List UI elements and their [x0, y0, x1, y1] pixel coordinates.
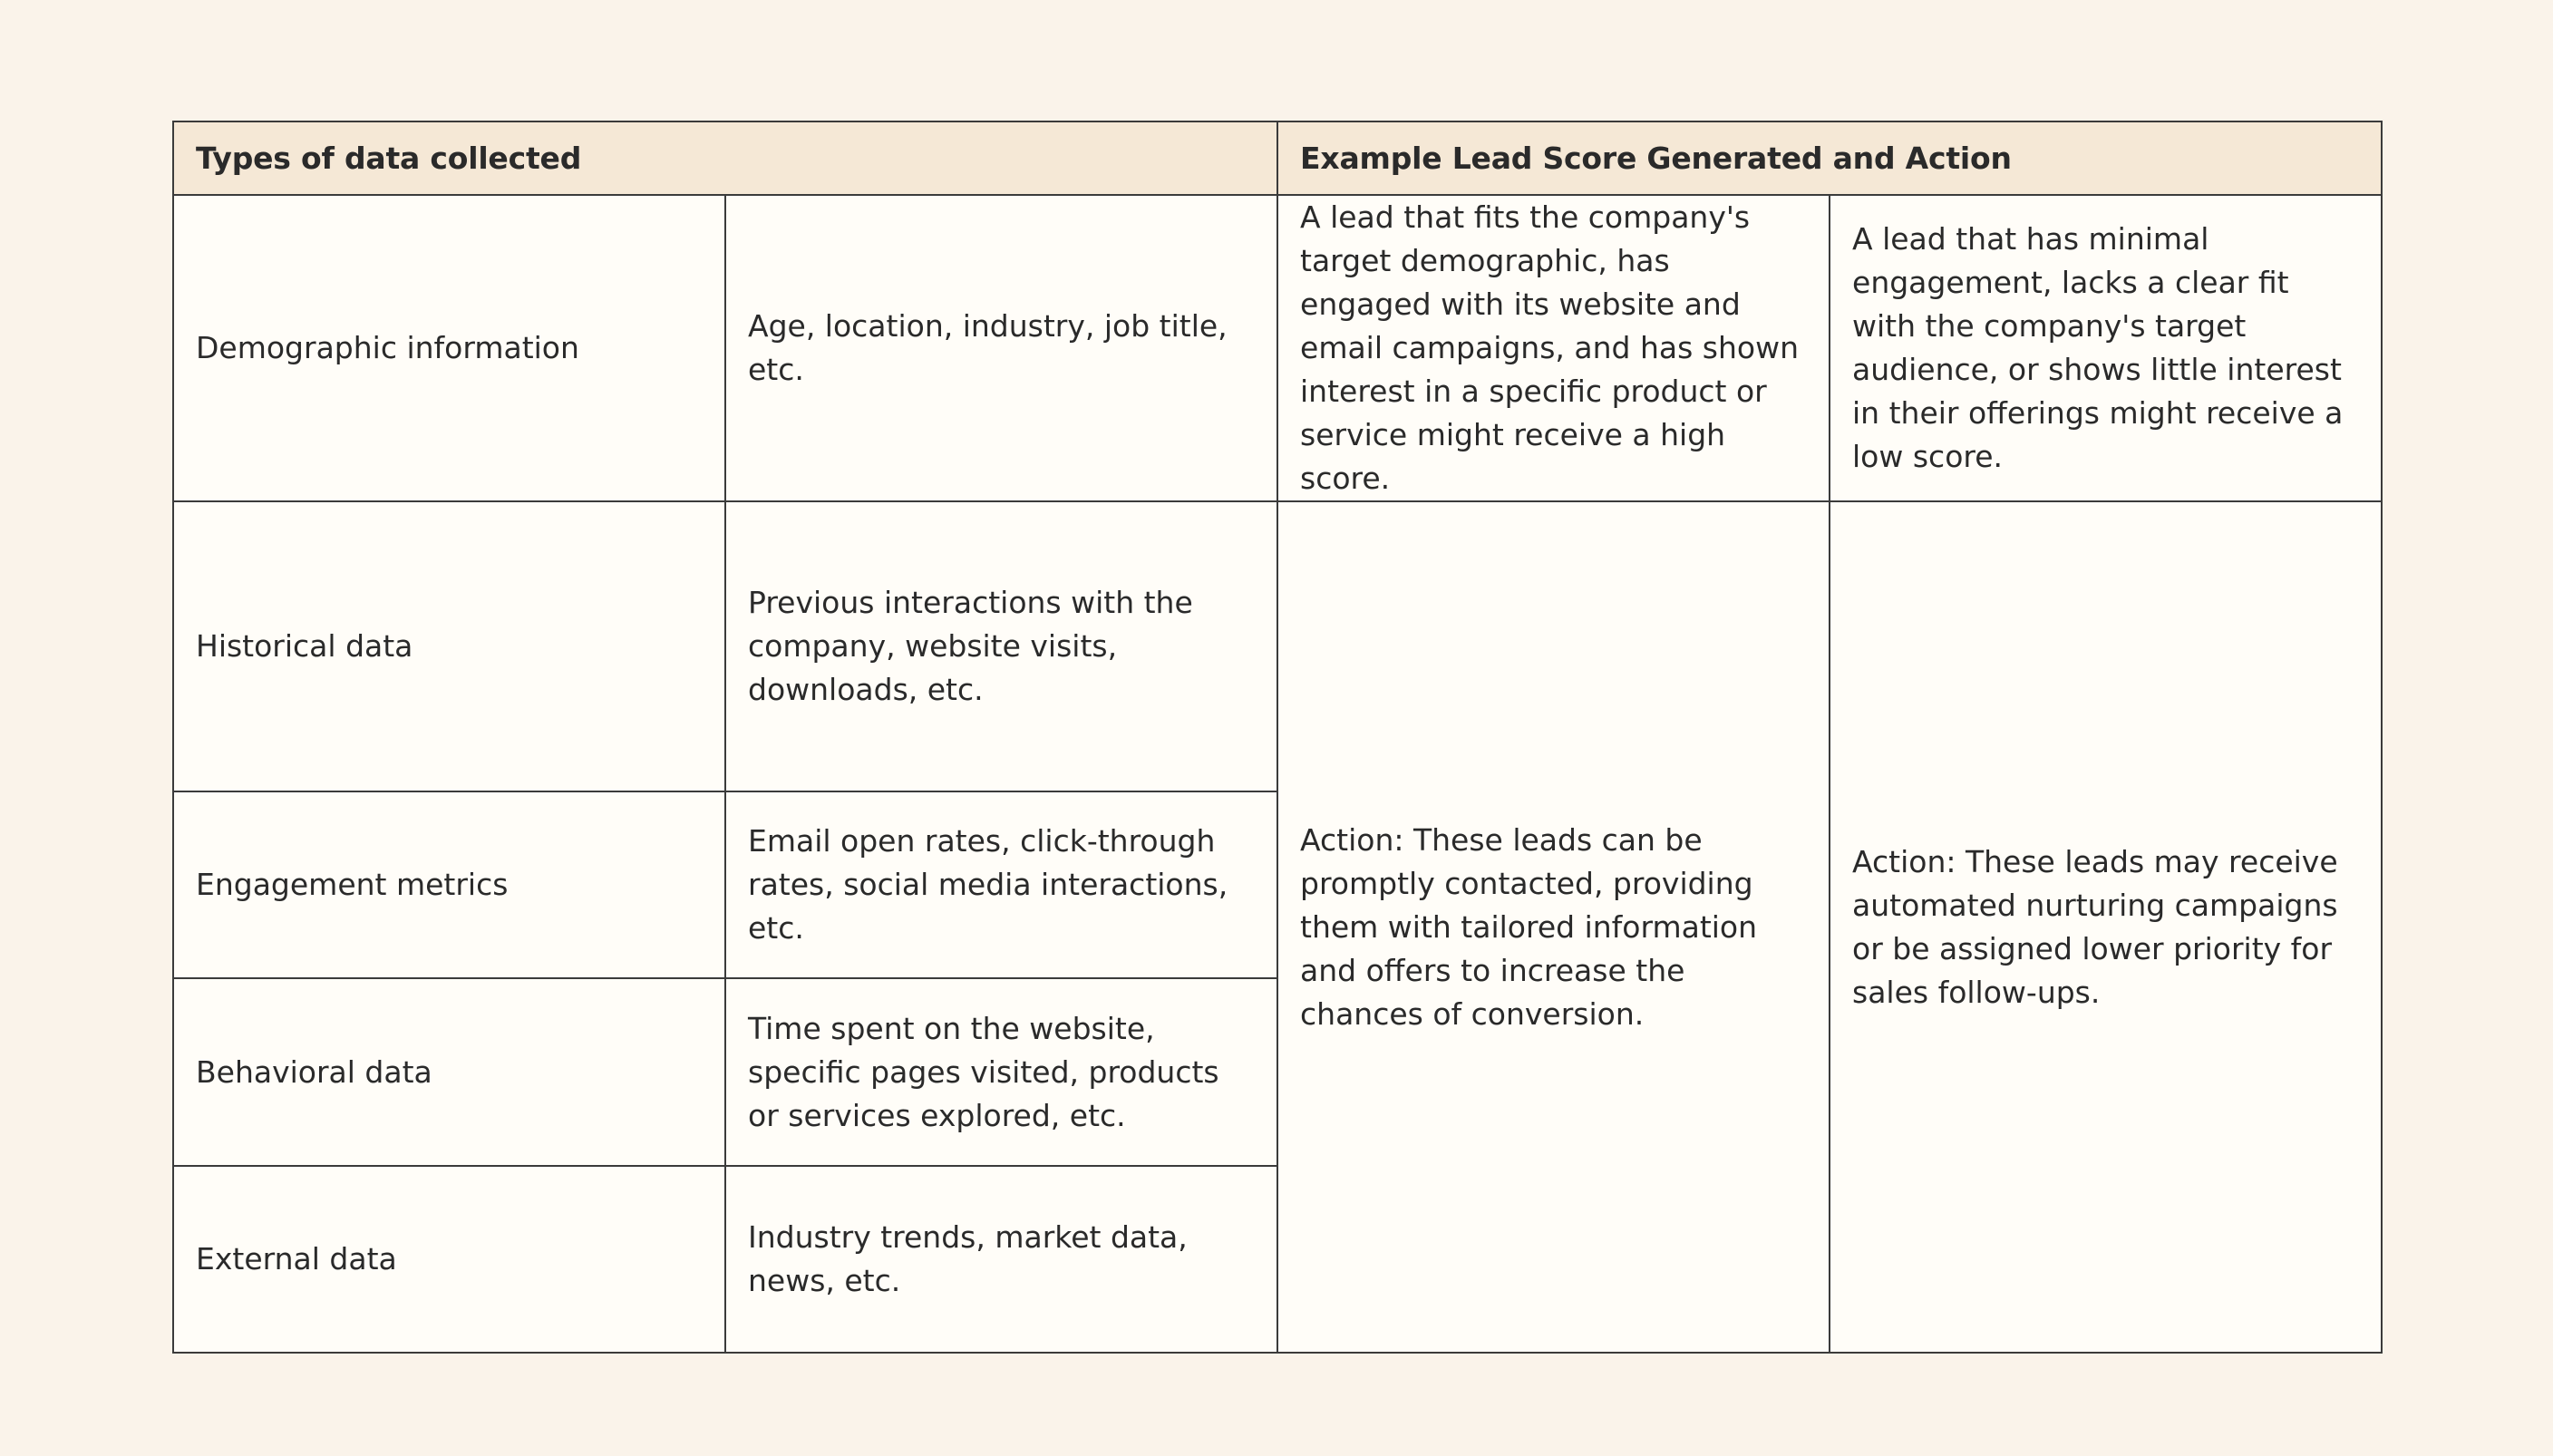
- data-detail-cell: Previous interactions with the company, website visits, downloads, etc.: [725, 501, 1277, 791]
- data-type-cell: Engagement metrics: [173, 791, 725, 978]
- high-score-action-cell: Action: These leads can be promptly contacted, providing them with tailored information and offers to increase the chances of conversion.: [1277, 501, 1830, 1353]
- table-row: [173, 195, 2382, 501]
- data-detail-cell: Age, location, industry, job title, etc.: [725, 195, 1277, 501]
- header-example-lead-score: Example Lead Score Generated and Action: [1277, 121, 2382, 195]
- data-type-cell: External data: [173, 1166, 725, 1353]
- lead-scoring-table: [172, 121, 2383, 1354]
- data-detail-cell: Industry trends, market data, news, etc.: [725, 1166, 1277, 1353]
- table-row: [173, 501, 2382, 791]
- data-type-cell: Historical data: [173, 501, 725, 791]
- data-type-cell: Behavioral data: [173, 978, 725, 1166]
- header-types-of-data: Types of data collected: [173, 121, 1277, 195]
- data-detail-cell: Time spent on the website, specific pages visited, products or services explored, etc.: [725, 978, 1277, 1166]
- low-score-action-cell: Action: These leads may receive automated nurturing campaigns or be assigned lower priority for sales follow-ups.: [1830, 501, 2382, 1353]
- header-row: [173, 121, 2382, 195]
- data-type-cell: Demographic information: [173, 195, 725, 501]
- data-detail-cell: Email open rates, click-through rates, social media interactions, etc.: [725, 791, 1277, 978]
- high-score-description-cell: A lead that fits the company's target demographic, has engaged with its website and email campaigns, and has shown interest in a specific product or service might receive a high score.: [1277, 195, 1830, 501]
- low-score-description-cell: A lead that has minimal engagement, lacks a clear fit with the company's target audience, or shows little interest in their offerings might receive a low score.: [1830, 195, 2382, 501]
